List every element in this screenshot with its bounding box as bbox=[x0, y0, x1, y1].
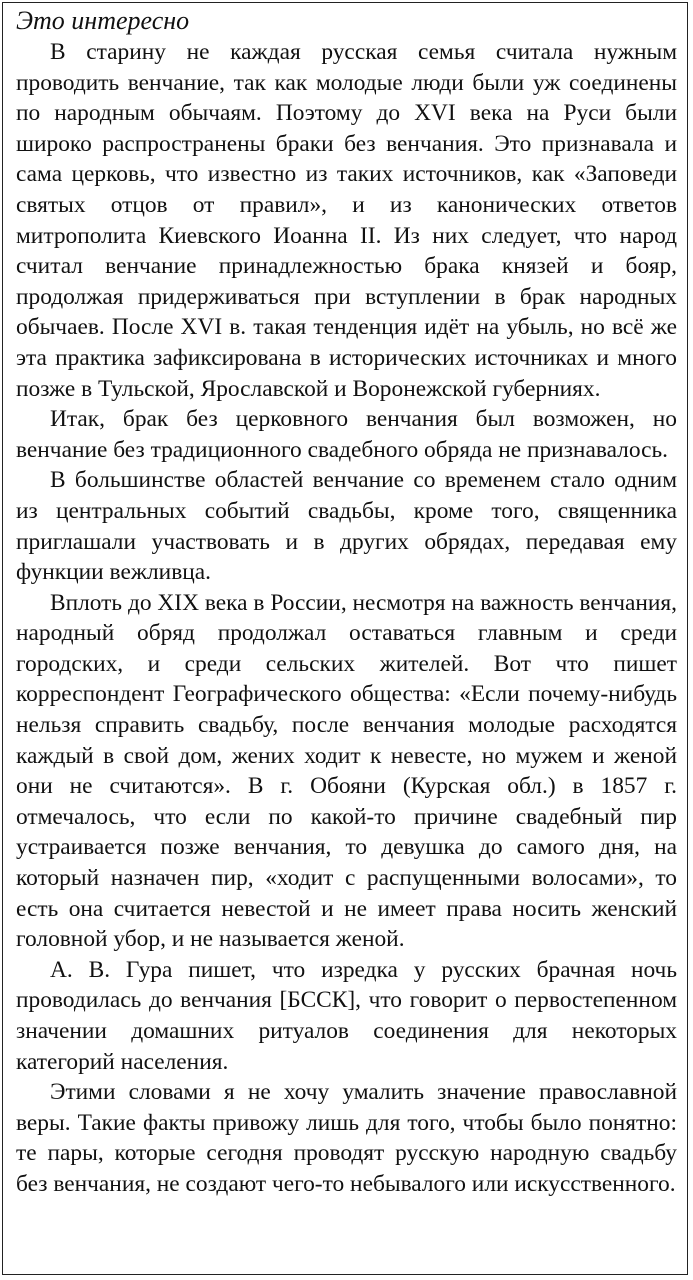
info-sidebar-box bbox=[2, 2, 688, 1275]
paragraph-1: В старину не каждая русская семья считала нужным проводить венчание, так как молодые люди были уж соединены по народным обычаям. Поэтому до XVI века на Руси были широко распространены браки без венчания. Это признавала и сама церковь, что известно из таких источников, как «Заповеди святых отцов от правил», и из канонических ответов митрополита Киевского Иоанна II. Из них следует, что народ считал венчание принадлежностью брака князей и бояр, продолжая придерживаться при вступлении в брак народных обычаев. После XVI в. такая тенденция идёт на убыль, но всё же эта практика зафиксирована в исторических источниках и много позже в Тульской, Ярославской и Воронежской губерниях. bbox=[16, 39, 677, 402]
paragraph-6: Этими словами я не хочу умалить значение православной веры. Такие факты привожу лишь для того, чтобы было понятно: те пары, которые сегодня проводят русскую народную свадьбу без венчания, не создают чего-то небывалого или искусственного. bbox=[16, 1079, 677, 1197]
paragraph-5: А. В. Гура пишет, что изредка у русских брачная ночь проводилась до венчания [БССК], что говорит о первостепенном значении домашних ритуалов соединения для некоторых категорий населения. bbox=[16, 956, 677, 1075]
paragraph-4: Вплоть до XIX века в России, несмотря на важность венчания, народный обряд продолжал оставаться главным и среди городских, и среди сельских жителей. Вот что пишет корреспондент Географического общества: «Если почему-нибудь нельзя справить свадьбу, после венчания молодые расходятся каждый в свой дом, жених ходит к невесте, но мужем и женой они не считаются». В г. Обояни (Курская обл.) в 1857 г. отмечалось, что если по какой-то причине свадебный пир устраивается позже венчания, то девушка до самого дня, на который назначен пир, «ходит с распущенными волосами», то есть она считается невестой и не имеет права носить женский головной убор, и не называется женой. bbox=[16, 589, 677, 953]
paragraph-2: Итак, брак без церковного венчания был возможен, но венчание без традиционного свадебного обряда не признавалось. bbox=[16, 406, 677, 463]
paragraph-3: В большинстве областей венчание со временем стало одним из центральных событий свадьбы, кроме того, священника приглашали участвовать и в других обрядах, передавая ему функции вежливца. bbox=[16, 467, 677, 586]
sidebar-title: Это интересно bbox=[16, 6, 190, 35]
